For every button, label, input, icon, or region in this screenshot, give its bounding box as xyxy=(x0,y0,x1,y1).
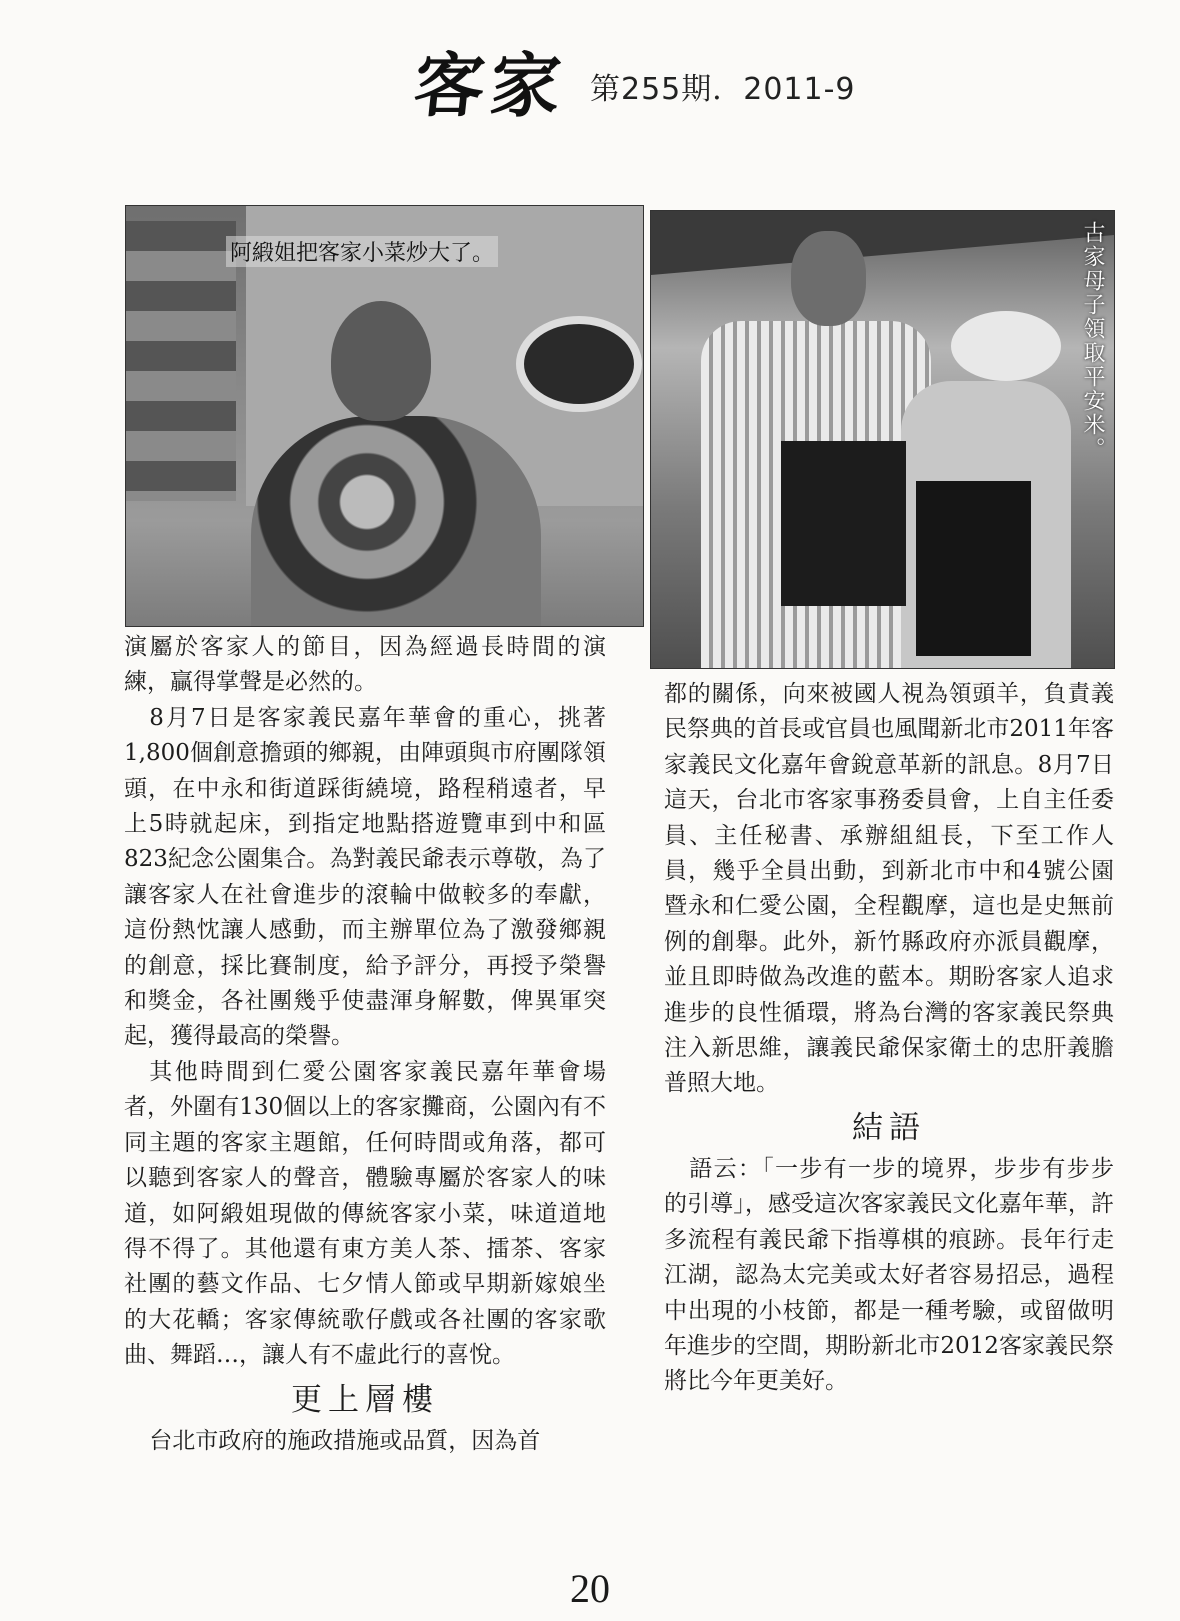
article-column-left xyxy=(124,630,606,1459)
article-column-right xyxy=(664,677,1114,1400)
page-number: 20 xyxy=(570,1566,610,1611)
woman-figure xyxy=(251,416,541,627)
paragraph: 都的關係，向來被國人視為領頭羊，負責義民祭典的首長或官員也風聞新北市2011年客家義民文化嘉年會銳意革新的訊息。8月7日這天，台北市客家事務委員會，上自主任委員、主任秘書、承辦組組長，下至工作人員，幾乎全員出動，到新北市中和4號公園暨永和仁愛公園，全程觀摩，這也是史無前例的創舉。此外，新竹縣政府亦派員觀摩，並且即時做為改進的藍本。期盼客家人追求進步的良性循環，將為台灣的客家義民祭典注入新思維，讓義民爺保家衛土的忠肝義膽普照大地。 xyxy=(664,681,1114,1097)
paragraph: 8月7日是客家義民嘉年華會的重心，挑著1,800個創意擔頭的鄉親，由陣頭與市府團隊領頭，在中永和街道踩街繞境，路程稍遠者，早上5時就起床，到指定地點搭遊覽車到中和區823紀念公園集合。為對義民爺表示尊敬，為了讓客家人在社會進步的滾輪中做較多的奉獻，這份熱忱讓人感動，而主辦單位為了激發鄉親的創意，採比賽制度，給予評分，再授予榮譽和獎金，各社團幾乎使盡渾身解數，俾異軍突起，獲得最高的榮譽。 xyxy=(124,704,606,1050)
tote-bag xyxy=(781,441,906,606)
section-heading: 結語 xyxy=(852,1109,926,1146)
tent-image xyxy=(651,211,1114,291)
sun-hat xyxy=(951,311,1061,381)
man-head xyxy=(791,231,866,326)
issue-number: 第255期．2011-9 xyxy=(590,72,856,107)
tote-bag xyxy=(916,481,1031,656)
paragraph: 演屬於客家人的節目，因為經過長時間的演練，贏得掌聲是必然的。 xyxy=(124,634,606,696)
woman-head xyxy=(331,301,431,421)
masthead xyxy=(0,30,1180,127)
food-poster-image xyxy=(126,221,236,501)
magazine-logo: 客家 xyxy=(410,44,571,127)
paragraph: 語云：「一步有一步的境界，步步有步步的引導」，感受這次客家義民文化嘉年華，許多流程有義民爺下指導棋的痕跡。長年行走江湖，認為太完美或太好者容易招忌，過程中出現的小枝節，都是一種考驗，或留做明年進步的空間，期盼新北市2012客家義民祭將比今年更美好。 xyxy=(664,1155,1114,1395)
photo-gu-family-rice xyxy=(650,210,1115,669)
section-heading: 更上層樓 xyxy=(291,1381,439,1418)
paragraph: 其他時間到仁愛公園客家義民嘉年華會場者，外圍有130個以上的客家攤商，公園內有不同主題的客家主題館，任何時間或角落，都可以聽到客家人的聲音，體驗專屬於客家人的味道，如阿緞姐現做的傳統客家小菜，味道道地得不得了。其他還有東方美人茶、擂茶、客家社團的藝文作品、七夕情人節或早期新嫁娘坐的大花轎；客家傳統歌仔戲或各社團的客家歌曲、舞蹈…，讓人有不虛此行的喜悅。 xyxy=(124,1058,606,1369)
photo-caption-left: 阿緞姐把客家小菜炒大了。 xyxy=(226,236,498,267)
paragraph: 台北市政府的施政措施或品質，因為首 xyxy=(149,1427,541,1454)
photo-ah-duan-cooking xyxy=(125,205,644,627)
photo-caption-right: 古家母子領取平安米。 xyxy=(1080,221,1105,461)
bowl-image xyxy=(516,316,642,412)
